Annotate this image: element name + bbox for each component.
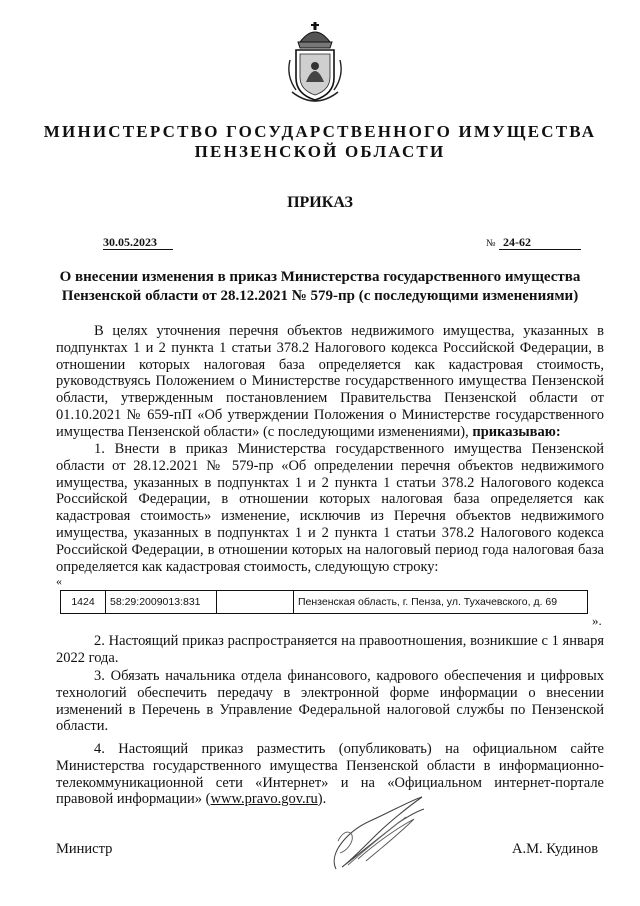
preamble-text: В целях уточнения перечня объектов недвижимого имущества, указанных в подпунктах 1 и 2 пункта 1 статьи 378.2 Налогового кодекса Российской Федерации, в отношении которых налоговая база определяется как кадастровая стоимость, руководствуясь Положением о Министерстве государственного имущества Пензенской области, утвержденным постановлением Правительства Пензенской области от 01.10.2021 № 659-пП «Об утверждении Положения о Министерстве государственного имущества Пензенской области» (с последующими изменениями), — [56, 323, 604, 440]
signature-icon — [318, 793, 438, 875]
excluded-row-table — [60, 590, 588, 614]
table-row — [61, 591, 588, 614]
quote-close-mark: ». — [592, 613, 602, 628]
number-sign: № — [486, 238, 496, 249]
cadastral-number-cell: 58:29:2009013:831 — [106, 591, 217, 614]
signatory-position: Министр — [56, 841, 113, 857]
row-number-cell: 1424 — [61, 591, 106, 614]
item3-text: 3. Обязать начальника отдела финансового, кадрового обеспечения и цифровых технологий обеспечить передачу в электронной форме информации о внесении изменений в Перечень в Управление Федеральной налоговой службы по Пензенской области. — [56, 668, 604, 735]
item2-paragraph — [56, 633, 604, 667]
signatory-name: А.М. Кудинов — [512, 841, 599, 857]
subject-line2: Пензенской области от 28.12.2021 № 579-пр (с последующими изменениями) — [61, 288, 579, 304]
item1-text: 1. Внести в приказ Министерства государственного имущества Пензенской области от 28.12.2021 № 579-пр «Об определении перечня объектов недвижимого имущества, указанных в подпунктах 1 и 2 пункта 1 статьи 378.2 Налогового кодекса Российской Федерации, в отношении которых налоговая база определяется как кадастровая стоимость» изменение, исключив из Перечня объектов недвижимого имущества, указанных в подпунктах 1 и 2 пункта 1 статьи 378.2 Налогового кодекса Российской Федерации, в отношении которых на налоговый период года налоговая база определяется как кадастровая стоимость, следующую строку: — [56, 441, 604, 575]
item1-paragraph — [56, 441, 604, 575]
ministry-name-line1: МИНИСТЕРСТВО ГОСУДАРСТВЕННОГО ИМУЩЕСТВА — [43, 122, 597, 141]
item3-paragraph — [56, 668, 604, 735]
decree-word: приказываю: — [472, 423, 561, 440]
empty-cell — [217, 591, 294, 614]
item4-text: 4. Настоящий приказ разместить (опубликовать) на официальном сайте Министерства государственного имущества Пензенской области в информационно-телекоммуникационной сети «Интернет» и на «Официальном интернет-портале правовой информации» ( — [56, 741, 604, 808]
pravo-gov-link[interactable]: www.pravo.gov.ru — [210, 791, 318, 808]
ministry-name-line2: ПЕНЗЕНСКОЙ ОБЛАСТИ — [194, 142, 446, 161]
item4-suffix: ). — [317, 791, 327, 808]
document-type-title: ПРИКАЗ — [287, 194, 353, 211]
address-cell: Пензенская область, г. Пенза, ул. Тухачевского, д. 69 — [294, 591, 588, 614]
subject-line1: О внесении изменения в приказ Министерства государственного имущества — [59, 269, 581, 285]
item2-text: 2. Настоящий приказ распространяется на правоотношения, возникшие с 1 января 2022 года. — [56, 633, 604, 666]
coat-of-arms-icon — [284, 20, 346, 106]
document-date: 30.05.2023 — [103, 236, 173, 250]
document-number: 24-62 — [499, 236, 581, 250]
quote-open-mark: « — [56, 574, 62, 588]
preamble-paragraph — [56, 323, 604, 441]
